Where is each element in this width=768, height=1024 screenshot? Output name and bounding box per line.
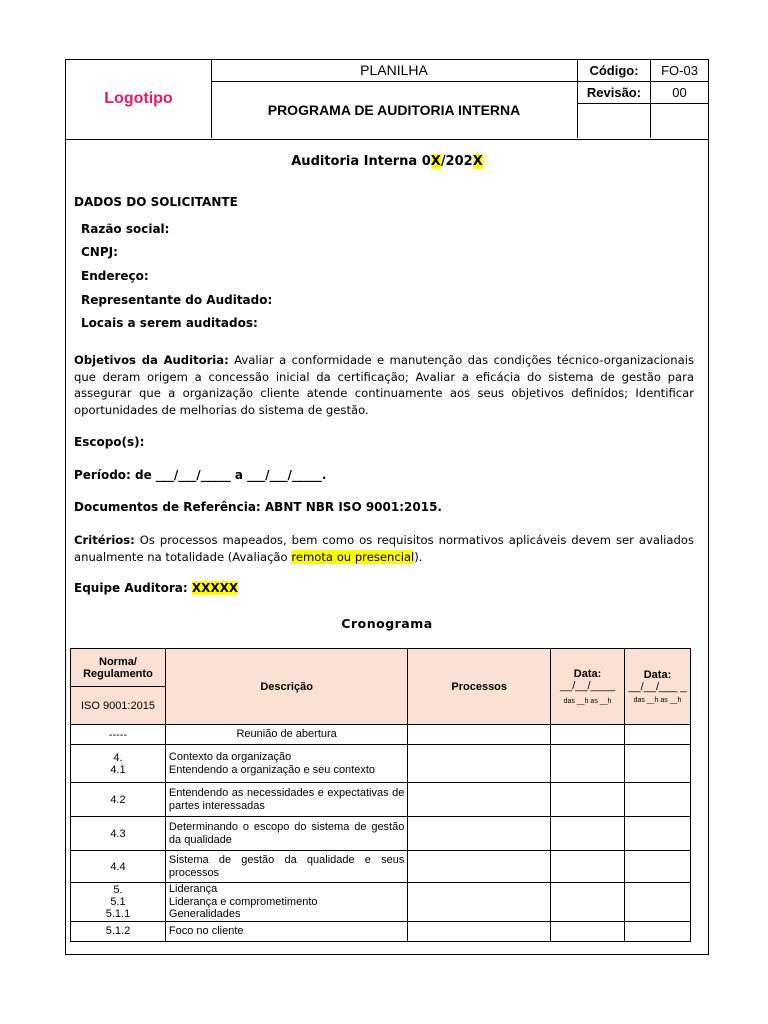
row-norma: 5. 5.1 5.1.1 xyxy=(71,883,166,922)
criterios-paragraph: Critérios: Os processos mapeados, bem como os requisitos normativos aplicáveis devem ser avaliados anualmente na totalidade (Avaliação remota ou presencial). xyxy=(74,533,694,564)
table-row xyxy=(71,725,691,745)
row-data2[interactable] xyxy=(625,745,691,783)
table-row xyxy=(71,883,691,922)
cronograma-title: Cronograma xyxy=(341,616,433,631)
row-data2[interactable] xyxy=(625,783,691,817)
row-descricao: Sistema de gestão da qualidade e seus processos xyxy=(165,851,407,883)
locais-label: Locais a serem auditados: xyxy=(81,316,258,330)
col-norma-header: Norma/ Regulamento xyxy=(71,649,166,687)
codigo-value: FO-03 xyxy=(661,63,698,78)
row-descricao: Reunião de abertura xyxy=(165,725,407,745)
row-norma: 5.1.2 xyxy=(71,921,166,941)
row-processos[interactable] xyxy=(408,883,551,922)
cnpj-label: CNPJ: xyxy=(81,245,118,259)
audit-title: Auditoria Interna 0X/202X xyxy=(291,154,483,169)
row-data1[interactable] xyxy=(551,817,625,851)
norma-value: ISO 9001:2015 xyxy=(71,687,166,725)
row-data2[interactable] xyxy=(625,921,691,941)
row-data1[interactable] xyxy=(551,725,625,745)
razao-social-label: Razão social: xyxy=(81,222,170,236)
document-page xyxy=(65,59,709,955)
row-data1[interactable] xyxy=(551,883,625,922)
logo-placeholder: Logotipo xyxy=(66,60,212,138)
row-norma: 4. 4.1 xyxy=(71,745,166,783)
col-processos-header: Processos xyxy=(408,649,551,725)
codigo-label: Código: xyxy=(589,63,639,78)
row-processos[interactable] xyxy=(408,725,551,745)
periodo-line: Período: de ___/___/_____ a ___/___/_____. xyxy=(74,468,327,482)
row-norma: 4.2 xyxy=(71,783,166,817)
table-row xyxy=(71,745,691,783)
row-data1[interactable] xyxy=(551,921,625,941)
row-data1[interactable] xyxy=(551,851,625,883)
row-data1[interactable] xyxy=(551,783,625,817)
row-descricao: Liderança Liderança e comprometimento Generalidades xyxy=(165,883,407,922)
escopo-label: Escopo(s): xyxy=(74,435,145,449)
row-processos[interactable] xyxy=(408,921,551,941)
representante-label: Representante do Auditado: xyxy=(81,293,273,307)
table-row xyxy=(71,851,691,883)
row-descricao: Determinando o escopo do sistema de gestão da qualidade xyxy=(165,817,407,851)
table-row xyxy=(71,783,691,817)
row-descricao: Foco no cliente xyxy=(165,921,407,941)
revisao-label: Revisão: xyxy=(586,85,642,100)
row-data1[interactable] xyxy=(551,745,625,783)
objetivos-paragraph: Objetivos da Auditoria: Avaliar a conformidade e manutenção das condições técnico-organizacionais que deram origem a concessão inicial da certificação; Avaliar a eficácia do sistema de gestão para assegurar que a organização cliente atende continuamente aos seus objetivos definidos; Identificar oportunidades de melhorias do sistema de gestão. xyxy=(74,353,694,417)
row-norma: 4.3 xyxy=(71,817,166,851)
row-processos[interactable] xyxy=(408,851,551,883)
col-data1-header: Data: __/__/____ das __h as __h xyxy=(551,649,625,725)
table-row xyxy=(71,921,691,941)
row-processos[interactable] xyxy=(408,745,551,783)
row-processos[interactable] xyxy=(408,783,551,817)
row-data2[interactable] xyxy=(625,725,691,745)
row-norma: 4.4 xyxy=(71,851,166,883)
form-header xyxy=(66,60,708,140)
table-row xyxy=(71,817,691,851)
endereco-label: Endereço: xyxy=(81,269,149,283)
schedule-table xyxy=(70,648,691,942)
revisao-value: 00 xyxy=(672,85,687,100)
row-data2[interactable] xyxy=(625,883,691,922)
row-descricao: Entendendo as necessidades e expectativas de partes interessadas xyxy=(165,783,407,817)
col-descricao-header: Descrição xyxy=(165,649,407,725)
program-title: PROGRAMA DE AUDITORIA INTERNA xyxy=(267,102,521,118)
row-norma: ----- xyxy=(71,725,166,745)
equipe-line: Equipe Auditora: XXXXX xyxy=(74,581,239,595)
solicitante-heading: DADOS DO SOLICITANTE xyxy=(74,195,238,209)
row-data2[interactable] xyxy=(625,851,691,883)
documentos-line: Documentos de Referência: ABNT NBR ISO 9001:2015. xyxy=(74,500,442,514)
row-processos[interactable] xyxy=(408,817,551,851)
col-data2-header: Data: __/__/___ _ das __h as __h xyxy=(625,649,691,725)
row-descricao: Contexto da organização Entendendo a organização e seu contexto xyxy=(165,745,407,783)
row-data2[interactable] xyxy=(625,817,691,851)
planilha-label: PLANILHA xyxy=(211,60,577,82)
